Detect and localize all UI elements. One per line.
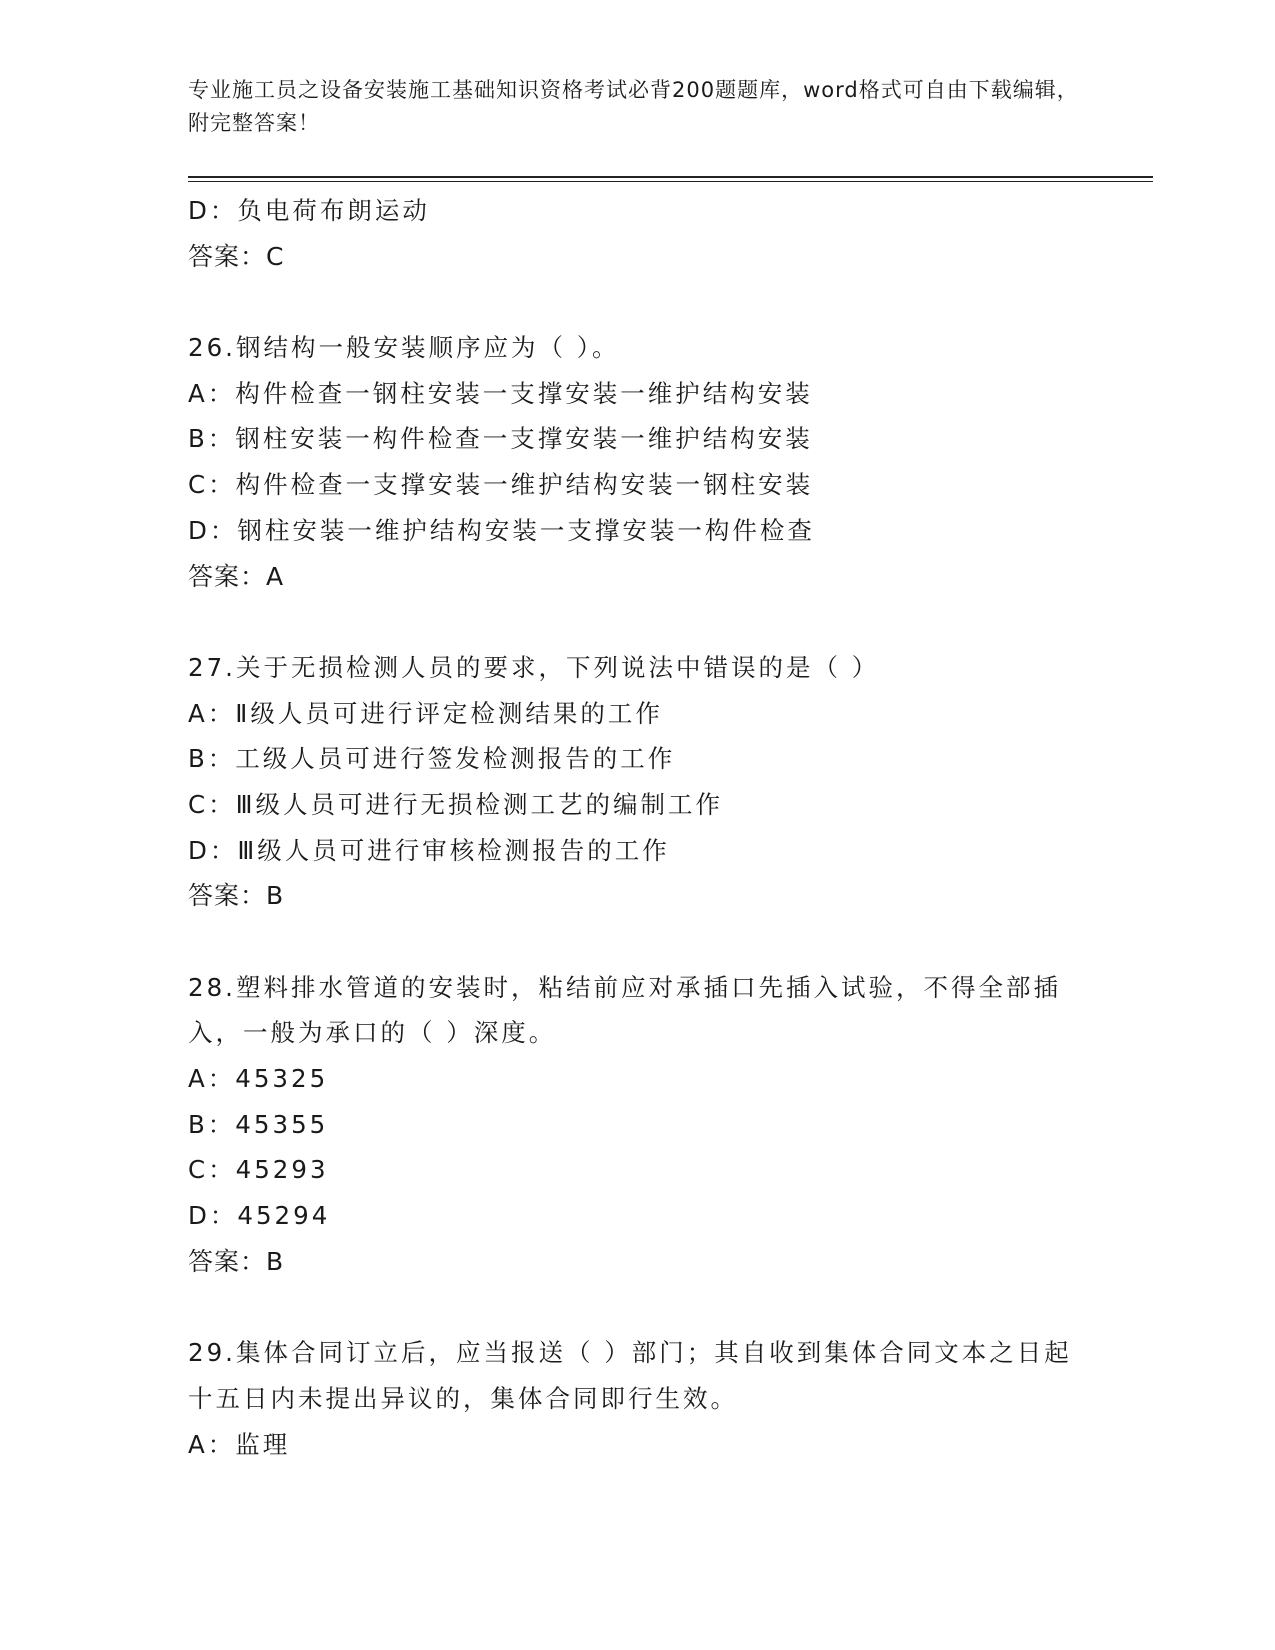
answer: 答案：B: [188, 1246, 285, 1276]
question-stem: 27.关于无损检测人员的要求，下列说法中错误的是（ ）: [188, 652, 880, 682]
spacer: [188, 599, 1088, 645]
option-a: A：构件检查一钢柱安装一支撑安装一维护结构安装: [188, 378, 813, 408]
option-a: A：监理: [188, 1429, 291, 1459]
answer: 答案：A: [188, 561, 285, 591]
option-a: A：Ⅱ级人员可进行评定检测结果的工作: [188, 698, 663, 728]
question-27: [188, 645, 1088, 919]
option-a: A：45325: [188, 1064, 329, 1094]
prev-answer: 答案：C: [188, 241, 285, 271]
option-d: D：Ⅲ级人员可进行审核检测报告的工作: [188, 835, 670, 865]
option-c: C：Ⅲ级人员可进行无损检测工艺的编制工作: [188, 789, 723, 819]
question-stem: 28.塑料排水管道的安装时，粘结前应对承插口先插入试验，不得全部插入，一般为承口的（ ）深度。: [188, 972, 1061, 1048]
question-stem: 29.集体合同订立后，应当报送（ ）部门；其自收到集体合同文本之日起十五日内未提出异议的，集体合同即行生效。: [188, 1338, 1072, 1413]
document-header: 专业施工员之设备安装施工基础知识资格考试必背200题题库，word格式可自由下载编辑，附完整答案！: [188, 78, 1079, 135]
option-c: C：45293: [188, 1155, 329, 1185]
question-26: [188, 325, 1088, 599]
prev-option-d: D：负电荷布朗运动: [188, 196, 430, 225]
spacer: [188, 1285, 1088, 1331]
question-29: [188, 1330, 1088, 1467]
spacer: [188, 919, 1088, 965]
question-28: [188, 965, 1088, 1285]
option-b: B：45355: [188, 1109, 329, 1139]
question-stem: 26.钢结构一般安装顺序应为（ ）。: [188, 333, 620, 363]
header-rule-thick: [188, 176, 1153, 178]
option-b: B：钢柱安装一构件检查一支撑安装一维护结构安装: [188, 424, 813, 454]
header-rule-thin: [188, 181, 1153, 182]
option-d: D：45294: [188, 1201, 331, 1231]
option-d: D：钢柱安装一维护结构安装一支撑安装一构件检查: [188, 515, 815, 545]
option-c: C：构件检查一支撑安装一维护结构安装一钢柱安装: [188, 470, 814, 500]
question-content: [188, 188, 1088, 1467]
spacer: [188, 279, 1088, 325]
answer: 答案：B: [188, 881, 285, 911]
option-b: B：工级人员可进行签发检测报告的工作: [188, 744, 676, 774]
